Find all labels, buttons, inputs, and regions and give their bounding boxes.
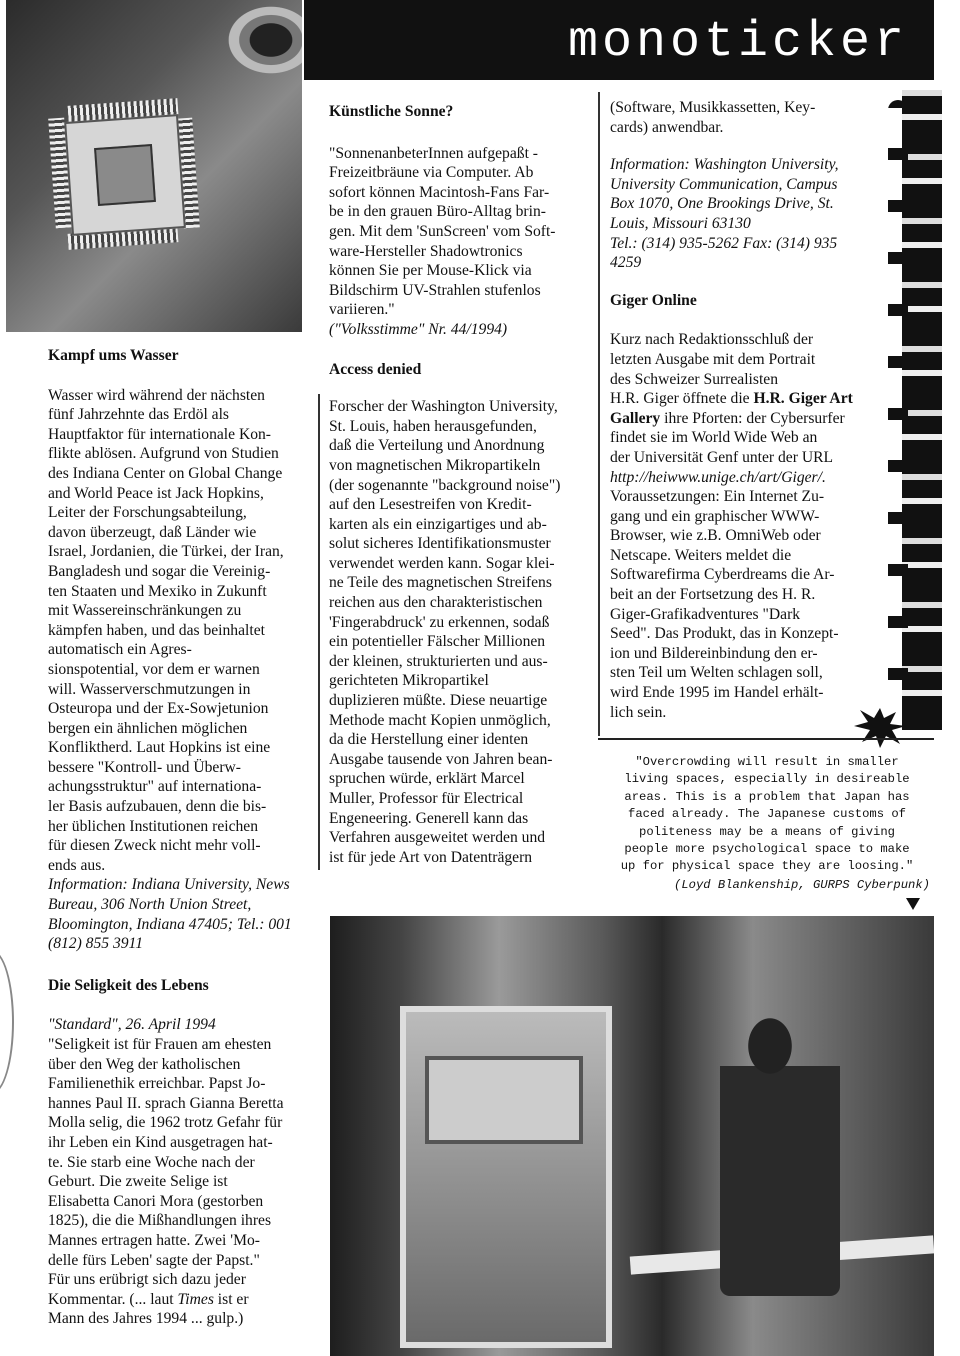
text-run-bold: H.R. Giger Art [753, 390, 853, 408]
article-line: Verfahren ausgeweitet werden und [329, 829, 546, 847]
article-line: des Schweizer Surrealisten [610, 370, 779, 388]
article-line: wird Ende 1995 im Handel erhält- [610, 684, 824, 702]
article-line: der kleinen, strukturierten und aus- [329, 652, 548, 670]
article-line: daß die Verteilung und Anordnung [329, 437, 545, 455]
article-line: Tel.: (314) 935-5262 Fax: (314) 935 [610, 234, 838, 252]
article-source: ("Volksstimme" Nr. 44/1994) [329, 320, 508, 338]
article-line: gang und ein graphischer WWW- [610, 507, 820, 525]
film-strip-decoration [902, 90, 942, 730]
microchip [64, 114, 186, 236]
article-line: flikte ablösen. Aufgrund von Studien [48, 445, 279, 463]
giger-url: http://heiwww.unige.ch/art/Giger/. [610, 468, 826, 486]
article-line: ein potentieller Fälscher Millionen [329, 633, 546, 651]
article-heading: Access denied [329, 360, 422, 378]
article-line: Muller, Professor für Electrical [329, 790, 524, 807]
article-body [48, 1035, 306, 1290]
article-line: mit Wassereinschränkungen zu [48, 602, 242, 620]
article-info [48, 875, 306, 953]
article-line: gerichteten Mikropartikel [329, 672, 489, 690]
article-source: "Standard", 26. April 1994 [48, 1016, 216, 1034]
article-heading: Kampf ums Wasser [48, 347, 179, 364]
article-line: der Universität Genf unter der URL [610, 448, 834, 466]
article-line: Browser, wie z.B. OmniWeb oder [610, 527, 821, 545]
article-line: Ausgabe tausende von Jahren bean- [329, 750, 553, 768]
article-line: Giger-Grafikadventures "Dark [610, 605, 801, 623]
article-line: Kurz nach Redaktionsschluß der [610, 331, 814, 349]
article-line: ist für jede Art von Datenträgern [329, 848, 533, 866]
article-line: ne Teile des magnetischen Streifens [329, 574, 552, 592]
article-line: automatisch ein Agres- [48, 641, 192, 659]
article-line: ion und Bildereinbindung den er- [610, 644, 818, 662]
article-line: Voraussetzungen: Ein Internet Zu- [610, 488, 825, 506]
article-body [48, 386, 306, 876]
article-line: Methode macht Kopien unmöglich, [329, 711, 551, 729]
article-line: Netscape. Weiters meldet die [610, 546, 792, 564]
article-line: Bangladesh und sogar die Vereinig- [48, 562, 271, 580]
banner-title: monoticker [567, 14, 908, 71]
article-heading: Die Seligkeit des Lebens [48, 976, 209, 994]
article-line: Hauptfaktor für internationale Kon- [48, 425, 271, 443]
article-line: ler Basis aufzubauen, denn die bis- [48, 798, 267, 816]
article-line: karten als ein einzigartiges und ab- [329, 515, 547, 533]
article-line: reichen aus den charakteristischen [329, 594, 543, 612]
article-line: Bloomington, Indiana 47405; Tel.: 001 [48, 915, 292, 933]
article-line: Freizeitbräune via Computer. Ab [329, 164, 534, 182]
article-line: 4259 [610, 254, 642, 272]
article-line: ends aus. [48, 856, 106, 874]
article-line: Information: Indiana University, News [48, 876, 290, 894]
chip-photo [6, 0, 302, 332]
article-line: and World Peace ist Jack Hopkins, [48, 484, 264, 502]
article-line: da die Herstellung einer identen [329, 731, 529, 749]
article-line: ware-Hersteller Shadowtronics [329, 242, 523, 260]
article-line: kämpfen haben, und das beinhaltet [48, 621, 265, 639]
article-line: Konfliktherd. Laut Hopkins ist eine [48, 739, 271, 757]
article-body [329, 144, 587, 320]
article-line: (Software, Musikkassetten, Key- [610, 99, 816, 116]
article-line: Leiter der Forschungsabteilung, [48, 504, 247, 522]
interior-photo [330, 916, 934, 1356]
article-line: spruchen würde, erklärt Marcel [329, 770, 525, 788]
article-line: will. Wasserverschmutzungen in [48, 680, 251, 698]
article-line: ten Staaten und Mexiko in Zukunft [48, 582, 267, 600]
article-line: Osteuropa und der Ex-Sowjetunion [48, 700, 269, 718]
article-line: her üblichen Institutionen reichen [48, 817, 259, 835]
text-run: ihre Pforten: der Cybersurfer [660, 409, 845, 427]
quote-box [598, 738, 934, 908]
article-line: Softwarefirma Cyberdreams die Ar- [610, 566, 835, 584]
article-line: solut sicheres Identifikationsmuster [329, 535, 551, 553]
article-line: be in den grauen Büro-Alltag brin- [329, 203, 546, 221]
article-line: Für uns erübrigt sich dazu jeder [48, 1271, 246, 1289]
text-run-bold: Gallery [610, 409, 661, 427]
article-line: können Sie per Mouse-Klick via [329, 262, 532, 280]
article-line: Familienethik erreichbar. Papst Jo- [48, 1075, 266, 1093]
article-line: Forscher der Washington University, [329, 398, 558, 416]
article-line: te. Sie starb eine Woche nach der [48, 1153, 255, 1171]
article-body [329, 397, 587, 867]
photo-figure [720, 976, 840, 1296]
article-line [610, 409, 868, 429]
article-line: beit an der Fortsetzung des H. R. [610, 586, 816, 604]
article-line: Seed". Das Produkt, das in Konzept- [610, 625, 839, 643]
article-line: achungsstruktur" auf internationa- [48, 778, 262, 796]
article-line: "Seligkeit ist für Frauen am ehesten [48, 1036, 272, 1053]
quote-source: (Loyd Blankenship, GURPS Cyberpunk) [674, 878, 930, 892]
article-body [610, 487, 868, 722]
article-heading: Künstliche Sonne? [329, 103, 454, 120]
quote-text: "Overcrowding will result in smaller living spaces, especially in desireable areas. This is a problem that Japan has faced already. The Japanese customs of politeness may be a means of giving people more psychological space to make up for physical space they are loosing." [620, 755, 914, 874]
triangle-down-icon [906, 898, 920, 910]
article-line: verwendet werden kann. Sogar klei- [329, 554, 555, 572]
article-line [48, 1290, 306, 1310]
article-line: (der sogenannte "background noise") [329, 476, 561, 494]
article-line: 'Fingerabdruck' zu erkennen, sodaß [329, 613, 550, 631]
article-line: sofort können Macintosh-Fans Far- [329, 183, 550, 201]
article-line: Engeneering. Generell kann das [329, 809, 529, 827]
article-line: Elisabetta Canori Mora (gestorben [48, 1192, 264, 1210]
article-line: des Indiana Center on Global Change [48, 464, 283, 482]
article-line: Israel, Jordanien, die Türkei, der Iran, [48, 543, 284, 561]
text-run-italic: Times [177, 1290, 214, 1308]
article-line: davon überzeugt, daß Länder wie [48, 523, 257, 541]
column-rule [318, 394, 320, 870]
article-line: fünf Jahrzehnte das Erdöl als [48, 406, 229, 424]
article-line: für diesen Zweck nicht mehr voll- [48, 837, 261, 855]
article-line: Bildschirm UV-Strahlen stufenlos [329, 281, 541, 299]
article-line: Molla selig, die 1962 trotz Gefahr für [48, 1114, 283, 1132]
article-line: Louis, Missouri 63130 [610, 214, 751, 232]
article-line: über den Weg der katholischen [48, 1055, 241, 1073]
column-2 [329, 102, 587, 867]
article-line: delle fürs Leben' sagte der Papst." [48, 1251, 260, 1269]
article-line: University Communication, Campus [610, 175, 838, 193]
column-1 [48, 346, 306, 1329]
article-line [610, 389, 868, 409]
article-line: Box 1070, One Brookings Drive, St. [610, 195, 834, 213]
article-line: Mannes ertragen hatte. Zwei 'Mo- [48, 1231, 260, 1249]
article-line: auf den Lesestreifen von Kredit- [329, 496, 532, 514]
article-line: lich sein. [610, 703, 667, 721]
article-body [610, 98, 868, 137]
article-line: Mann des Jahres 1994 ... gulp.) [48, 1310, 244, 1328]
article-line: von magnetischen Mikropartikeln [329, 456, 541, 474]
article-line: Geburt. Die zweite Selige ist [48, 1173, 228, 1191]
article-line: sten Teil um Welten schlagen soll, [610, 664, 823, 682]
article-info [610, 155, 868, 273]
article-body [610, 428, 868, 467]
article-line: gen. Mit dem 'SunScreen' vom Soft- [329, 222, 556, 240]
article-line: variieren." [329, 301, 395, 319]
text-run: H.R. Giger öffnete die [610, 390, 754, 408]
article-line: Wasser wird während der nächsten [48, 386, 265, 404]
text-run: Kommentar. (... laut [48, 1290, 178, 1308]
article-line: Bureau, 306 North Union Street, [48, 896, 252, 914]
article-line: findet sie im World Wide Web an [610, 429, 818, 447]
column-3 [610, 98, 868, 722]
article-line: cards) anwendbar. [610, 118, 724, 136]
article-line: duplizieren müßte. Diese neuartige [329, 692, 548, 710]
article-line: bessere "Kontroll- und Überw- [48, 758, 242, 776]
article-line: ihr Leben ein Kind ausgetragen hat- [48, 1133, 273, 1151]
article-line: "SonnenanbeterInnen aufgepaßt - [329, 144, 539, 162]
article-line: bergen ein ähnlichen möglichen [48, 719, 248, 737]
article-line: sionspotential, vor dem er warnen [48, 660, 260, 678]
text-run: ist er [213, 1290, 249, 1308]
article-line: Information: Washington University, [610, 156, 839, 174]
margin-arc-decoration [0, 950, 14, 1094]
article-heading: Giger Online [610, 291, 697, 309]
article-body [610, 330, 868, 389]
article-line: 1825), die die Mißhandlungen ihres [48, 1212, 272, 1230]
monoticker-banner [304, 0, 934, 80]
article-line: hannes Paul II. sprach Gianna Beretta [48, 1094, 284, 1112]
article-line: letzten Ausgabe mit dem Portrait [610, 350, 816, 368]
photo-window [425, 1056, 583, 1144]
article-line: (812) 855 3911 [48, 935, 143, 953]
column-rule [598, 92, 600, 736]
article-line: St. Louis, haben herausgefunden, [329, 417, 537, 435]
